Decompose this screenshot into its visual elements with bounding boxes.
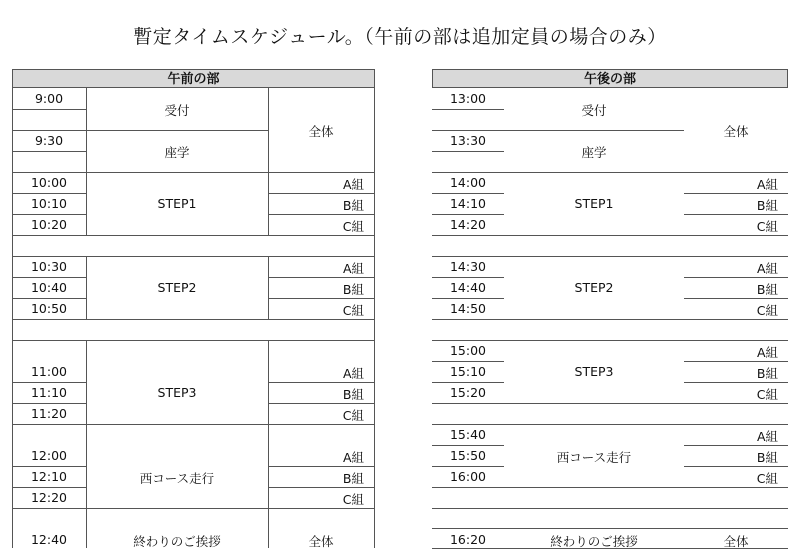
group-c: C組 xyxy=(342,408,364,423)
afternoon-body xyxy=(432,88,788,548)
time-cell: 11:20 xyxy=(30,406,68,421)
time-cell: 15:10 xyxy=(449,364,487,379)
afternoon-schedule xyxy=(432,69,788,548)
time-cell: 15:20 xyxy=(449,385,487,400)
time-cell: 14:00 xyxy=(449,175,487,190)
activity-reception: 受付 xyxy=(581,103,607,118)
time-cell: 11:00 xyxy=(30,364,68,379)
activity-west-course: 西コース走行 xyxy=(556,450,632,465)
time-cell: 13:00 xyxy=(449,91,487,106)
activity-closing: 終わりのご挨拶 xyxy=(133,534,221,549)
activity-step3: STEP3 xyxy=(157,385,197,400)
time-cell: 16:00 xyxy=(449,469,487,484)
group-b: B組 xyxy=(756,450,778,465)
group-b: B組 xyxy=(342,282,364,297)
group-c: C組 xyxy=(756,387,778,402)
time-cell: 12:00 xyxy=(30,448,68,463)
time-cell: 12:20 xyxy=(30,490,68,505)
group-c: C組 xyxy=(342,303,364,318)
activity-step2: STEP2 xyxy=(574,280,614,295)
group-a: A組 xyxy=(756,261,778,276)
group-a: A組 xyxy=(756,429,778,444)
time-cell: 11:10 xyxy=(30,385,68,400)
group-c: C組 xyxy=(342,219,364,234)
time-cell: 10:50 xyxy=(30,301,68,316)
time-cell: 16:20 xyxy=(449,532,487,547)
morning-body xyxy=(12,88,375,548)
time-cell: 12:10 xyxy=(30,469,68,484)
time-cell: 9:00 xyxy=(34,91,64,106)
group-a: A組 xyxy=(342,177,364,192)
time-cell: 14:40 xyxy=(449,280,487,295)
group-a: A組 xyxy=(342,366,364,381)
time-cell: 14:50 xyxy=(449,301,487,316)
time-cell: 9:30 xyxy=(34,133,64,148)
activity-west-course: 西コース走行 xyxy=(139,471,215,486)
morning-schedule xyxy=(12,69,375,548)
time-cell: 15:40 xyxy=(449,427,487,442)
time-cell: 14:20 xyxy=(449,217,487,232)
group-a: A組 xyxy=(756,177,778,192)
activity-step1: STEP1 xyxy=(157,196,197,211)
activity-lecture: 座学 xyxy=(164,145,190,160)
time-cell: 10:40 xyxy=(30,280,68,295)
closing-whole-label: 全体 xyxy=(723,534,749,549)
time-cell: 12:40 xyxy=(30,532,68,547)
group-a: A組 xyxy=(342,450,364,465)
morning-header: 午前の部 xyxy=(12,69,375,88)
afternoon-header: 午後の部 xyxy=(432,69,788,88)
group-c: C組 xyxy=(756,303,778,318)
activity-closing: 終わりのご挨拶 xyxy=(550,534,638,549)
time-cell: 13:30 xyxy=(449,133,487,148)
activity-reception: 受付 xyxy=(164,103,190,118)
group-c: C組 xyxy=(342,492,364,507)
group-c: C組 xyxy=(756,219,778,234)
time-cell: 15:00 xyxy=(449,343,487,358)
group-b: B組 xyxy=(342,198,364,213)
group-a: A組 xyxy=(342,261,364,276)
group-b: B組 xyxy=(756,366,778,381)
group-b: B組 xyxy=(756,198,778,213)
whole-label: 全体 xyxy=(308,124,334,139)
group-c: C組 xyxy=(756,471,778,486)
time-cell: 10:00 xyxy=(30,175,68,190)
group-b: B組 xyxy=(342,387,364,402)
activity-step3: STEP3 xyxy=(574,364,614,379)
activity-lecture: 座学 xyxy=(581,145,607,160)
time-cell: 10:30 xyxy=(30,259,68,274)
time-cell: 14:10 xyxy=(449,196,487,211)
time-cell: 14:30 xyxy=(449,259,487,274)
time-cell: 10:20 xyxy=(30,217,68,232)
activity-step1: STEP1 xyxy=(574,196,614,211)
activity-step2: STEP2 xyxy=(157,280,197,295)
time-cell: 10:10 xyxy=(30,196,68,211)
page-title: 暫定タイムスケジュール。（午前の部は追加定員の場合のみ） xyxy=(133,26,667,48)
whole-label: 全体 xyxy=(723,124,749,139)
group-b: B組 xyxy=(756,282,778,297)
group-a: A組 xyxy=(756,345,778,360)
closing-whole-label: 全体 xyxy=(308,534,334,549)
time-cell: 15:50 xyxy=(449,448,487,463)
group-b: B組 xyxy=(342,471,364,486)
